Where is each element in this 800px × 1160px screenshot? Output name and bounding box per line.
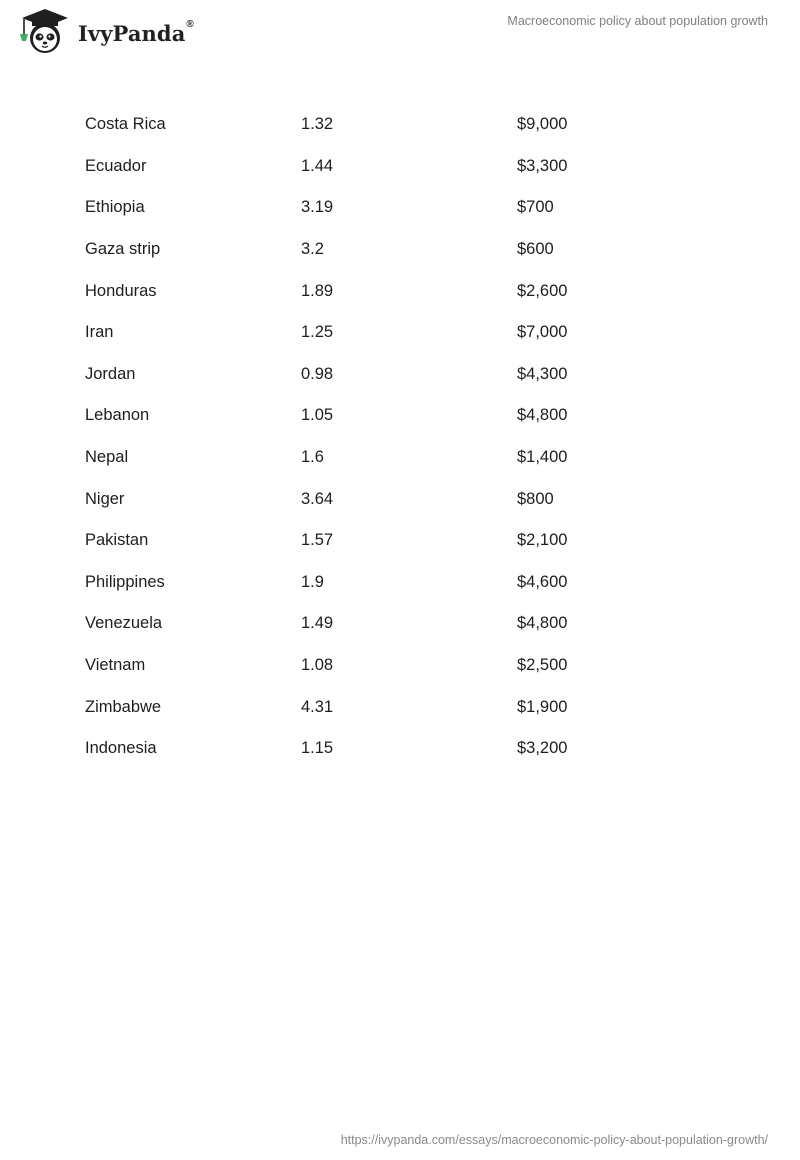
country-cell: Niger [85, 489, 125, 508]
country-cell: Ecuador [85, 156, 147, 175]
gdp-cell: $9,000 [517, 115, 568, 134]
table-row [85, 437, 725, 479]
table-row [85, 146, 725, 188]
growth-rate-cell: 4.31 [301, 697, 334, 716]
gdp-cell: $600 [517, 240, 554, 259]
registered-mark: ® [186, 18, 194, 30]
table-row [85, 603, 725, 645]
gdp-cell: $4,800 [517, 406, 568, 425]
gdp-cell: $4,600 [517, 572, 568, 591]
growth-rate-cell: 1.9 [301, 572, 324, 591]
ivypanda-logo[interactable] [16, 8, 194, 56]
table-row [85, 229, 725, 271]
table-row [85, 312, 725, 354]
country-cell: Gaza strip [85, 240, 161, 259]
growth-rate-cell: 1.25 [301, 323, 334, 342]
gdp-cell: $2,600 [517, 281, 568, 300]
brand-name: IvyPanda [78, 20, 186, 46]
growth-rate-cell: 1.08 [301, 656, 334, 675]
table-row [85, 645, 725, 687]
country-cell: Venezuela [85, 614, 163, 633]
growth-rate-cell: 0.98 [301, 364, 334, 383]
growth-rate-cell: 3.2 [301, 240, 324, 259]
country-cell: Iran [85, 323, 114, 342]
country-cell: Costa Rica [85, 115, 166, 134]
growth-rate-cell: 1.32 [301, 115, 334, 134]
growth-rate-cell: 1.15 [301, 739, 334, 758]
growth-rate-cell: 1.57 [301, 531, 334, 550]
table-row [85, 270, 725, 312]
country-cell: Indonesia [85, 739, 157, 758]
panda-graduation-cap-logo-icon [16, 8, 74, 56]
country-cell: Ethiopia [85, 198, 145, 217]
table-row [85, 354, 725, 396]
document-title: Macroeconomic policy about population growth [507, 14, 768, 28]
table-row [85, 686, 725, 728]
table-row [85, 478, 725, 520]
country-cell: Zimbabwe [85, 697, 162, 716]
table-row [85, 520, 725, 562]
country-cell: Lebanon [85, 406, 150, 425]
gdp-cell: $2,500 [517, 656, 568, 675]
gdp-cell: $1,400 [517, 448, 568, 467]
gdp-cell: $3,300 [517, 156, 568, 175]
table-row [85, 728, 725, 770]
source-url-link[interactable]: https://ivypanda.com/essays/macroeconomic-policy-about-population-growth/ [340, 1133, 768, 1147]
growth-rate-cell: 1.89 [301, 281, 334, 300]
country-cell: Philippines [85, 572, 165, 591]
gdp-cell: $2,100 [517, 531, 568, 550]
country-cell: Jordan [85, 364, 136, 383]
growth-rate-cell: 1.6 [301, 448, 324, 467]
country-cell: Vietnam [85, 656, 146, 675]
table-row [85, 104, 725, 146]
country-cell: Nepal [85, 448, 129, 467]
table-row [85, 187, 725, 229]
growth-rate-cell: 1.44 [301, 156, 334, 175]
country-data-table [85, 104, 725, 770]
gdp-cell: $800 [517, 489, 554, 508]
growth-rate-cell: 3.64 [301, 489, 334, 508]
growth-rate-cell: 1.05 [301, 406, 334, 425]
table-row [85, 395, 725, 437]
country-cell: Pakistan [85, 531, 149, 550]
gdp-cell: $7,000 [517, 323, 568, 342]
gdp-cell: $4,300 [517, 364, 568, 383]
country-cell: Honduras [85, 281, 157, 300]
gdp-cell: $3,200 [517, 739, 568, 758]
gdp-cell: $1,900 [517, 697, 568, 716]
gdp-cell: $4,800 [517, 614, 568, 633]
page-header [0, 0, 800, 62]
gdp-cell: $700 [517, 198, 554, 217]
growth-rate-cell: 3.19 [301, 198, 334, 217]
growth-rate-cell: 1.49 [301, 614, 334, 633]
table-row [85, 562, 725, 604]
